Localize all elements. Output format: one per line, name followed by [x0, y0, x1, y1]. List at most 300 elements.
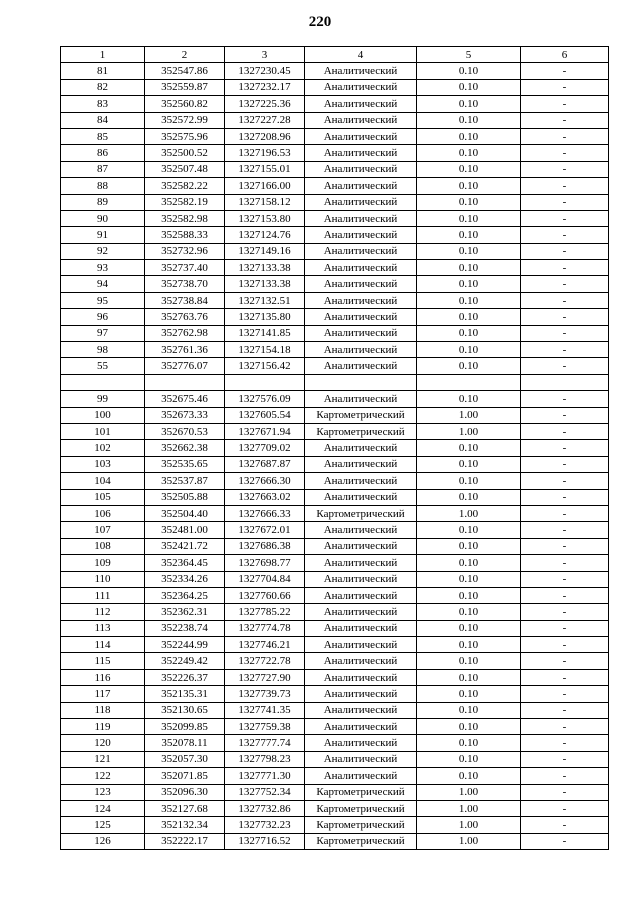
method-cell: Картометрический [305, 800, 417, 816]
description-cell: - [521, 79, 609, 95]
description-cell: - [521, 489, 609, 505]
table-row [61, 489, 609, 505]
table-row [61, 194, 609, 210]
x-coordinate-cell: 352575.96 [145, 128, 225, 144]
accuracy-cell: 0.10 [417, 96, 521, 112]
table-row [61, 260, 609, 276]
x-coordinate-cell [145, 374, 225, 390]
accuracy-cell: 1.00 [417, 800, 521, 816]
table-row [61, 784, 609, 800]
table-row [61, 178, 609, 194]
point-number-cell: 124 [61, 800, 145, 816]
description-cell [521, 374, 609, 390]
accuracy-cell: 0.10 [417, 522, 521, 538]
y-coordinate-cell: 1327666.30 [225, 473, 305, 489]
y-coordinate-cell: 1327687.87 [225, 456, 305, 472]
description-cell: - [521, 96, 609, 112]
table-row [61, 669, 609, 685]
point-number-cell: 82 [61, 79, 145, 95]
method-cell: Аналитический [305, 440, 417, 456]
coordinates-table [60, 46, 609, 850]
y-coordinate-cell: 1327771.30 [225, 768, 305, 784]
description-cell: - [521, 686, 609, 702]
method-cell: Аналитический [305, 243, 417, 259]
method-cell: Аналитический [305, 522, 417, 538]
point-number-cell [61, 374, 145, 390]
description-cell: - [521, 112, 609, 128]
accuracy-cell: 1.00 [417, 423, 521, 439]
y-coordinate-cell: 1327154.18 [225, 342, 305, 358]
y-coordinate-cell: 1327141.85 [225, 325, 305, 341]
point-number-cell: 125 [61, 817, 145, 833]
method-cell: Аналитический [305, 555, 417, 571]
table-row [61, 653, 609, 669]
point-number-cell: 90 [61, 210, 145, 226]
method-cell: Аналитический [305, 79, 417, 95]
x-coordinate-cell: 352582.98 [145, 210, 225, 226]
table-row [61, 210, 609, 226]
point-number-cell: 107 [61, 522, 145, 538]
point-number-cell: 114 [61, 637, 145, 653]
description-cell: - [521, 243, 609, 259]
description-cell: - [521, 260, 609, 276]
method-cell: Аналитический [305, 96, 417, 112]
x-coordinate-cell: 352099.85 [145, 719, 225, 735]
x-coordinate-cell: 352127.68 [145, 800, 225, 816]
y-coordinate-cell: 1327230.45 [225, 63, 305, 79]
table-row [61, 719, 609, 735]
method-cell: Аналитический [305, 292, 417, 308]
description-cell: - [521, 571, 609, 587]
description-cell: - [521, 538, 609, 554]
x-coordinate-cell: 352560.82 [145, 96, 225, 112]
description-cell: - [521, 407, 609, 423]
x-coordinate-cell: 352537.87 [145, 473, 225, 489]
x-coordinate-cell: 352057.30 [145, 751, 225, 767]
accuracy-cell: 0.10 [417, 227, 521, 243]
x-coordinate-cell: 352238.74 [145, 620, 225, 636]
point-number-cell: 93 [61, 260, 145, 276]
method-cell: Аналитический [305, 63, 417, 79]
method-cell: Аналитический [305, 456, 417, 472]
table-row [61, 637, 609, 653]
table-row [61, 686, 609, 702]
table-row [61, 96, 609, 112]
y-coordinate-cell: 1327671.94 [225, 423, 305, 439]
table-row [61, 128, 609, 144]
accuracy-cell: 0.10 [417, 342, 521, 358]
point-number-cell: 110 [61, 571, 145, 587]
y-coordinate-cell: 1327166.00 [225, 178, 305, 194]
description-cell: - [521, 637, 609, 653]
y-coordinate-cell: 1327158.12 [225, 194, 305, 210]
method-cell: Аналитический [305, 735, 417, 751]
table-row [61, 161, 609, 177]
method-cell: Картометрический [305, 817, 417, 833]
point-number-cell: 101 [61, 423, 145, 439]
point-number-cell: 86 [61, 145, 145, 161]
y-coordinate-cell: 1327666.33 [225, 505, 305, 521]
method-cell: Аналитический [305, 669, 417, 685]
point-number-cell: 97 [61, 325, 145, 341]
x-coordinate-cell: 352364.45 [145, 555, 225, 571]
point-number-cell: 92 [61, 243, 145, 259]
point-number-cell: 81 [61, 63, 145, 79]
y-coordinate-cell: 1327124.76 [225, 227, 305, 243]
table-row [61, 833, 609, 849]
y-coordinate-cell: 1327732.23 [225, 817, 305, 833]
y-coordinate-cell: 1327727.90 [225, 669, 305, 685]
x-coordinate-cell: 352535.65 [145, 456, 225, 472]
description-cell: - [521, 620, 609, 636]
accuracy-cell: 0.10 [417, 587, 521, 603]
x-coordinate-cell: 352582.19 [145, 194, 225, 210]
accuracy-cell: 0.10 [417, 145, 521, 161]
accuracy-cell: 0.10 [417, 751, 521, 767]
point-number-cell: 96 [61, 309, 145, 325]
y-coordinate-cell: 1327208.96 [225, 128, 305, 144]
description-cell: - [521, 227, 609, 243]
x-coordinate-cell: 352249.42 [145, 653, 225, 669]
x-coordinate-cell: 352334.26 [145, 571, 225, 587]
accuracy-cell: 0.10 [417, 63, 521, 79]
table-row [61, 227, 609, 243]
table-row [61, 538, 609, 554]
point-number-cell: 112 [61, 604, 145, 620]
accuracy-cell: 0.10 [417, 194, 521, 210]
point-number-cell: 121 [61, 751, 145, 767]
table-row [61, 587, 609, 603]
accuracy-cell: 0.10 [417, 719, 521, 735]
table-row [61, 440, 609, 456]
accuracy-cell: 0.10 [417, 620, 521, 636]
method-cell: Аналитический [305, 194, 417, 210]
method-cell: Картометрический [305, 407, 417, 423]
accuracy-cell: 0.10 [417, 325, 521, 341]
x-coordinate-cell: 352222.17 [145, 833, 225, 849]
page-number: 220 [308, 14, 332, 30]
description-cell: - [521, 309, 609, 325]
x-coordinate-cell: 352588.33 [145, 227, 225, 243]
y-coordinate-cell: 1327133.38 [225, 260, 305, 276]
x-coordinate-cell: 352078.11 [145, 735, 225, 751]
x-coordinate-cell: 352226.37 [145, 669, 225, 685]
method-cell: Аналитический [305, 276, 417, 292]
x-coordinate-cell: 352135.31 [145, 686, 225, 702]
method-cell: Аналитический [305, 210, 417, 226]
accuracy-cell: 0.10 [417, 112, 521, 128]
y-coordinate-cell: 1327663.02 [225, 489, 305, 505]
point-number-cell: 119 [61, 719, 145, 735]
table-header-row [61, 47, 609, 63]
accuracy-cell: 1.00 [417, 817, 521, 833]
table-body [61, 63, 609, 850]
y-coordinate-cell: 1327739.73 [225, 686, 305, 702]
method-cell: Аналитический [305, 128, 417, 144]
method-cell: Аналитический [305, 309, 417, 325]
accuracy-cell: 0.10 [417, 391, 521, 407]
method-cell: Аналитический [305, 702, 417, 718]
x-coordinate-cell: 352572.99 [145, 112, 225, 128]
accuracy-cell: 0.10 [417, 276, 521, 292]
point-number-cell: 120 [61, 735, 145, 751]
table-row [61, 292, 609, 308]
x-coordinate-cell: 352762.98 [145, 325, 225, 341]
table-row [61, 555, 609, 571]
method-cell: Аналитический [305, 653, 417, 669]
accuracy-cell: 0.10 [417, 292, 521, 308]
accuracy-cell: 0.10 [417, 309, 521, 325]
method-cell: Аналитический [305, 145, 417, 161]
y-coordinate-cell: 1327704.84 [225, 571, 305, 587]
y-coordinate-cell: 1327746.21 [225, 637, 305, 653]
table-row [61, 358, 609, 374]
accuracy-cell: 0.10 [417, 358, 521, 374]
y-coordinate-cell: 1327149.16 [225, 243, 305, 259]
description-cell: - [521, 440, 609, 456]
table-row [61, 620, 609, 636]
y-coordinate-cell: 1327133.38 [225, 276, 305, 292]
y-coordinate-cell: 1327785.22 [225, 604, 305, 620]
table-row [61, 391, 609, 407]
method-cell: Аналитический [305, 489, 417, 505]
point-number-cell: 103 [61, 456, 145, 472]
table-row [61, 374, 609, 390]
description-cell: - [521, 325, 609, 341]
description-cell: - [521, 178, 609, 194]
accuracy-cell: 0.10 [417, 473, 521, 489]
table-row [61, 79, 609, 95]
column-header: 4 [305, 47, 417, 63]
y-coordinate-cell: 1327576.09 [225, 391, 305, 407]
y-coordinate-cell: 1327227.28 [225, 112, 305, 128]
accuracy-cell: 0.10 [417, 79, 521, 95]
table-row [61, 800, 609, 816]
x-coordinate-cell: 352132.34 [145, 817, 225, 833]
accuracy-cell [417, 374, 521, 390]
method-cell: Аналитический [305, 227, 417, 243]
table-row [61, 768, 609, 784]
description-cell: - [521, 653, 609, 669]
method-cell: Аналитический [305, 686, 417, 702]
y-coordinate-cell: 1327716.52 [225, 833, 305, 849]
accuracy-cell: 0.10 [417, 243, 521, 259]
description-cell: - [521, 784, 609, 800]
x-coordinate-cell: 352763.76 [145, 309, 225, 325]
x-coordinate-cell: 352362.31 [145, 604, 225, 620]
accuracy-cell: 1.00 [417, 784, 521, 800]
method-cell: Аналитический [305, 620, 417, 636]
accuracy-cell: 0.10 [417, 604, 521, 620]
accuracy-cell: 0.10 [417, 489, 521, 505]
table-row [61, 407, 609, 423]
table-row [61, 423, 609, 439]
table-row [61, 522, 609, 538]
table-row [61, 63, 609, 79]
method-cell: Аналитический [305, 751, 417, 767]
method-cell: Аналитический [305, 112, 417, 128]
table-row [61, 456, 609, 472]
description-cell: - [521, 145, 609, 161]
description-cell: - [521, 735, 609, 751]
y-coordinate-cell [225, 374, 305, 390]
point-number-cell: 126 [61, 833, 145, 849]
table-row [61, 309, 609, 325]
point-number-cell: 99 [61, 391, 145, 407]
description-cell: - [521, 423, 609, 439]
x-coordinate-cell: 352481.00 [145, 522, 225, 538]
description-cell: - [521, 358, 609, 374]
description-cell: - [521, 128, 609, 144]
accuracy-cell: 1.00 [417, 407, 521, 423]
point-number-cell: 55 [61, 358, 145, 374]
x-coordinate-cell: 352505.88 [145, 489, 225, 505]
method-cell: Аналитический [305, 538, 417, 554]
point-number-cell: 95 [61, 292, 145, 308]
y-coordinate-cell: 1327732.86 [225, 800, 305, 816]
accuracy-cell: 1.00 [417, 505, 521, 521]
column-header: 6 [521, 47, 609, 63]
point-number-cell: 87 [61, 161, 145, 177]
y-coordinate-cell: 1327225.36 [225, 96, 305, 112]
description-cell: - [521, 719, 609, 735]
table-row [61, 243, 609, 259]
method-cell: Аналитический [305, 260, 417, 276]
method-cell: Аналитический [305, 358, 417, 374]
point-number-cell: 115 [61, 653, 145, 669]
point-number-cell: 105 [61, 489, 145, 505]
y-coordinate-cell: 1327672.01 [225, 522, 305, 538]
table-row [61, 505, 609, 521]
method-cell [305, 374, 417, 390]
point-number-cell: 100 [61, 407, 145, 423]
point-number-cell: 89 [61, 194, 145, 210]
x-coordinate-cell: 352500.52 [145, 145, 225, 161]
method-cell: Картометрический [305, 784, 417, 800]
accuracy-cell: 0.10 [417, 669, 521, 685]
method-cell: Аналитический [305, 637, 417, 653]
accuracy-cell: 0.10 [417, 440, 521, 456]
y-coordinate-cell: 1327135.80 [225, 309, 305, 325]
description-cell: - [521, 342, 609, 358]
accuracy-cell: 0.10 [417, 538, 521, 554]
method-cell: Аналитический [305, 161, 417, 177]
x-coordinate-cell: 352507.48 [145, 161, 225, 177]
x-coordinate-cell: 352738.70 [145, 276, 225, 292]
y-coordinate-cell: 1327196.53 [225, 145, 305, 161]
method-cell: Аналитический [305, 719, 417, 735]
method-cell: Картометрический [305, 833, 417, 849]
accuracy-cell: 0.10 [417, 456, 521, 472]
point-number-cell: 106 [61, 505, 145, 521]
table-row [61, 751, 609, 767]
y-coordinate-cell: 1327156.42 [225, 358, 305, 374]
x-coordinate-cell: 352738.84 [145, 292, 225, 308]
column-header: 1 [61, 47, 145, 63]
point-number-cell: 108 [61, 538, 145, 554]
method-cell: Аналитический [305, 571, 417, 587]
point-number-cell: 88 [61, 178, 145, 194]
x-coordinate-cell: 352673.33 [145, 407, 225, 423]
accuracy-cell: 0.10 [417, 686, 521, 702]
accuracy-cell: 0.10 [417, 653, 521, 669]
accuracy-cell: 0.10 [417, 178, 521, 194]
point-number-cell: 85 [61, 128, 145, 144]
point-number-cell: 111 [61, 587, 145, 603]
x-coordinate-cell: 352737.40 [145, 260, 225, 276]
table-row [61, 325, 609, 341]
description-cell: - [521, 276, 609, 292]
method-cell: Аналитический [305, 391, 417, 407]
table-row [61, 112, 609, 128]
point-number-cell: 123 [61, 784, 145, 800]
accuracy-cell: 0.10 [417, 161, 521, 177]
table-row [61, 145, 609, 161]
description-cell: - [521, 587, 609, 603]
x-coordinate-cell: 352244.99 [145, 637, 225, 653]
description-cell: - [521, 505, 609, 521]
accuracy-cell: 0.10 [417, 260, 521, 276]
y-coordinate-cell: 1327153.80 [225, 210, 305, 226]
y-coordinate-cell: 1327777.74 [225, 735, 305, 751]
method-cell: Аналитический [305, 325, 417, 341]
point-number-cell: 113 [61, 620, 145, 636]
method-cell: Аналитический [305, 178, 417, 194]
x-coordinate-cell: 352662.38 [145, 440, 225, 456]
point-number-cell: 91 [61, 227, 145, 243]
point-number-cell: 84 [61, 112, 145, 128]
x-coordinate-cell: 352559.87 [145, 79, 225, 95]
point-number-cell: 94 [61, 276, 145, 292]
x-coordinate-cell: 352761.36 [145, 342, 225, 358]
point-number-cell: 83 [61, 96, 145, 112]
point-number-cell: 102 [61, 440, 145, 456]
x-coordinate-cell: 352130.65 [145, 702, 225, 718]
x-coordinate-cell: 352504.40 [145, 505, 225, 521]
description-cell: - [521, 63, 609, 79]
y-coordinate-cell: 1327752.34 [225, 784, 305, 800]
accuracy-cell: 0.10 [417, 702, 521, 718]
y-coordinate-cell: 1327741.35 [225, 702, 305, 718]
description-cell: - [521, 456, 609, 472]
description-cell: - [521, 751, 609, 767]
column-header: 3 [225, 47, 305, 63]
y-coordinate-cell: 1327798.23 [225, 751, 305, 767]
point-number-cell: 116 [61, 669, 145, 685]
accuracy-cell: 0.10 [417, 210, 521, 226]
y-coordinate-cell: 1327760.66 [225, 587, 305, 603]
x-coordinate-cell: 352582.22 [145, 178, 225, 194]
y-coordinate-cell: 1327698.77 [225, 555, 305, 571]
point-number-cell: 104 [61, 473, 145, 489]
x-coordinate-cell: 352732.96 [145, 243, 225, 259]
accuracy-cell: 0.10 [417, 571, 521, 587]
description-cell: - [521, 473, 609, 489]
description-cell: - [521, 161, 609, 177]
description-cell: - [521, 833, 609, 849]
accuracy-cell: 0.10 [417, 128, 521, 144]
table-row [61, 604, 609, 620]
x-coordinate-cell: 352670.53 [145, 423, 225, 439]
table-row [61, 735, 609, 751]
table-row [61, 817, 609, 833]
x-coordinate-cell: 352421.72 [145, 538, 225, 554]
description-cell: - [521, 555, 609, 571]
accuracy-cell: 0.10 [417, 637, 521, 653]
point-number-cell: 109 [61, 555, 145, 571]
table-row [61, 473, 609, 489]
accuracy-cell: 0.10 [417, 735, 521, 751]
